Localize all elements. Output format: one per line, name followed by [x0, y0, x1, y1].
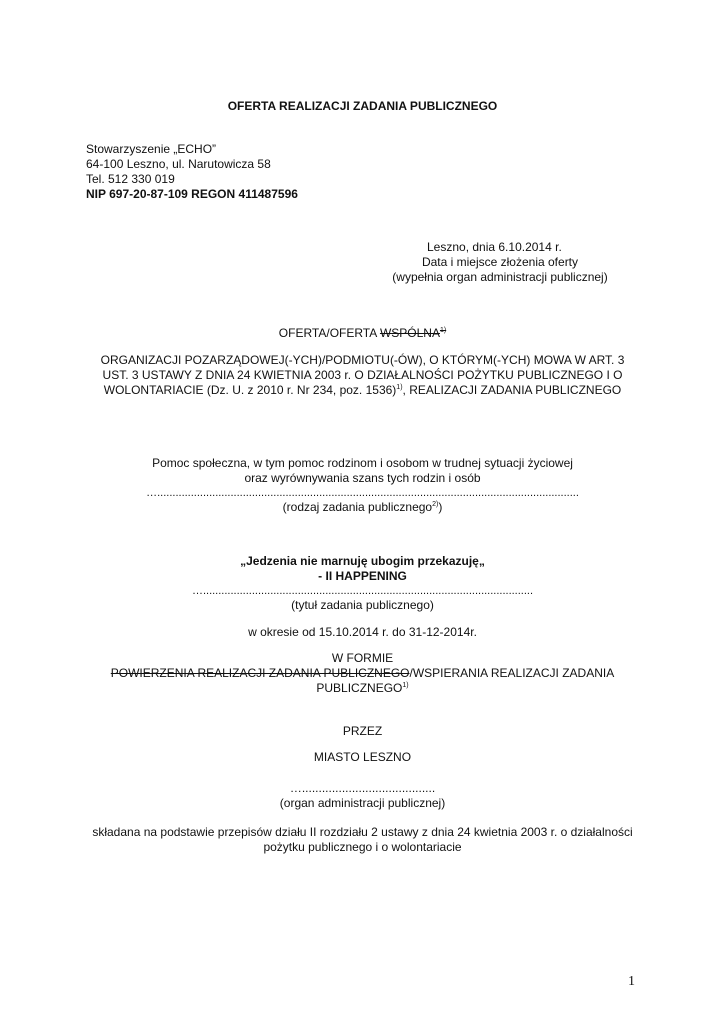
task-kind-dots: ….......................................................................................................................................... [146, 487, 579, 499]
document-title: OFERTA REALIZACJI ZADANIA PUBLICZNEGO [227, 99, 498, 113]
legal-basis-line-2: pożytku publicznego i o wolontariacie [263, 840, 462, 854]
task-kind-block [0, 456, 725, 515]
legal-basis [0, 825, 725, 855]
task-title-line-2: - II HAPPENING [318, 569, 407, 583]
offer-type-footnote: 1) [439, 327, 447, 334]
offer-type [0, 326, 725, 340]
form-line-1: POWIERZENIA REALIZACJI ZADANIA PUBLICZNEGO/WSPIERANIA REALIZACJI ZADANIA [110, 666, 615, 680]
task-kind-line-2: oraz wyrównywania szans tych rodzin i osób [244, 471, 481, 485]
place-date-note: (wypełnia organ administracji publicznej) [392, 270, 608, 284]
offer-type-struck: WSPÓLNA [379, 326, 440, 340]
organization-name: Stowarzyszenie „ECHO” [86, 142, 217, 156]
place-date-label: Data i miejsce złożenia oferty [421, 255, 579, 269]
organizations-line-3: WOLONTARIACIE (Dz. U. z 2010 r. Nr 234, poz. 1536)$^{1)}$, REALIZACJI ZADANIA PUBLICZNEGO [103, 383, 622, 397]
authority-label: (organ administracji publicznej) [279, 796, 446, 810]
offer-type-prefix: OFERTA/OFERTA [278, 326, 380, 340]
organizations-line-1: ORGANIZACJI POZARZĄDOWEJ(-YCH)/PODMIOTU(-ÓW), O KTÓRYM(-YCH) MOWA W ART. 3 [100, 353, 625, 367]
authority-dots: …........................................ [289, 781, 436, 795]
organizations-description [0, 353, 725, 398]
task-title-line-1: „Jedzenia nie marnuję ubogim przekazuję„ [240, 554, 485, 568]
by-label: PRZEZ [342, 724, 383, 738]
place-date-block [380, 240, 620, 285]
task-title-dots: …............................................................................................................ [191, 585, 534, 597]
legal-basis-line-1: składana na podstawie przepisów działu II rozdziału 2 ustawy z dnia 24 kwietnia 2003 r. o działalności [92, 825, 633, 839]
task-title-label: (tytuł zadania publicznego) [291, 598, 434, 612]
task-title-block [0, 554, 725, 613]
task-period: w okresie od 15.10.2014 r. do 31-12-2014r. [248, 625, 477, 639]
authority-block [0, 781, 725, 811]
organizations-line-2: UST. 3 USTAWY Z DNIA 24 KWIETNIA 2003 r. O DZIAŁALNOŚCI POŻYTKU PUBLICZNEGO I O [102, 368, 623, 382]
place-date-value: Leszno, dnia 6.10.2014 r. [427, 240, 562, 254]
task-kind-label: (rodzaj zadania publicznego$^{2)}$) [282, 500, 443, 514]
organization-ids: NIP 697-20-87-109 REGON 411487596 [86, 187, 298, 201]
organization-phone: Tel. 512 330 019 [86, 172, 175, 186]
organization-address: 64-100 Leszno, ul. Narutowicza 58 [86, 157, 271, 171]
organization-block [86, 142, 298, 202]
form-line-2: PUBLICZNEGO$^{1)}$ [316, 681, 409, 695]
task-kind-line-1: Pomoc społeczna, w tym pomoc rodzinom i osobom w trudnej sytuacji życiowej [152, 456, 573, 470]
authority-name: MIASTO LESZNO [313, 750, 412, 764]
page-number: 1 [628, 974, 635, 989]
form-block [0, 651, 725, 696]
form-heading: W FORMIE [331, 651, 394, 665]
